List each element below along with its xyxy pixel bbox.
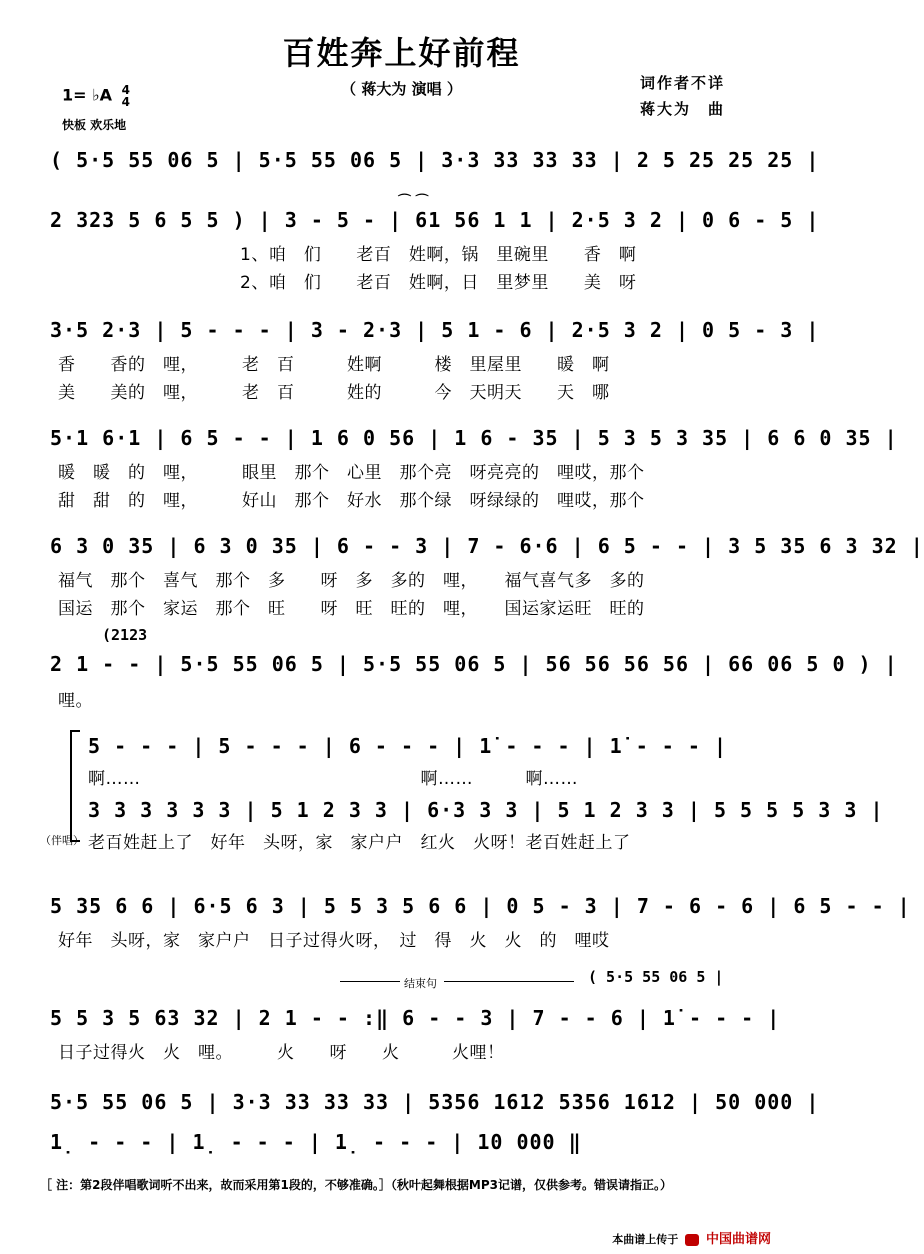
lyric-verse-1: 福气 那个 喜气 那个 多 呀 多 多的 哩， 福气喜气多 多的: [58, 571, 645, 591]
system-bracket: [70, 730, 80, 842]
ending-label: 结束句: [404, 977, 437, 990]
footnote: ［ 注：第2段伴唱歌词听不出来，故而采用第1段的，不够准确。］（秋叶起舞根据MP3记谱，仅供参考。错误请指正。）: [40, 1178, 672, 1192]
lyric-verse-2: 2、咱 们 老百 姓啊，日 里梦里 美 呀: [240, 273, 637, 293]
lyric-verse-1: 日子过得火 火 哩。 火 呀 火 火哩！: [58, 1043, 505, 1063]
notation-row: 2 1 - - | 5·5 55 06 5 | 5·5 55 06 5 | 56 56 56 56 | 66 06 5 0 ) |: [50, 652, 898, 676]
notation-row-low: 1̣ - - - | 1̣ - - - | 1̣ - - - | 10 000 ‖: [50, 1130, 582, 1154]
part-label: （伴唱）: [40, 834, 84, 847]
lyric-verse-1: 好年 头呀，家 家户户 日子过得火呀， 过 得 火 火 的 哩哎: [58, 931, 610, 951]
lyric-upper: 啊…… 啊…… 啊……: [88, 769, 578, 789]
site-logo-icon: [685, 1234, 699, 1246]
lyric-verse-1: 哩。: [58, 691, 93, 711]
notation-row-top: ( 5·5 55 06 5 |: [588, 968, 724, 986]
lyric-verse-1: 1、咱 们 老百 姓啊，锅 里碗里 香 啊: [240, 245, 637, 265]
upload-text: 本曲谱上传于: [612, 1233, 679, 1246]
composer-credit: 蒋大为 曲: [640, 100, 726, 118]
lyricist-credit: 词作者不详: [640, 74, 726, 92]
notation-row: 5 35 6 6 | 6·5 6 3 | 5 5 3 5 6 6 | 0 5 - 3 | 7 - 6 - 6 | 6 5 - - |: [50, 894, 911, 918]
lyric-verse-2: 甜 甜 的 哩， 好山 那个 好水 那个绿 呀绿绿的 哩哎，那个: [58, 491, 645, 511]
notation-row: 5·1 6·1 | 6 5 - - | 1 6 0 56 | 1 6 - 35 | 5 3 5 3 35 | 6 6 0 35 |: [50, 426, 898, 450]
upload-credit: [612, 1228, 771, 1247]
lyric-verse-2: 美 美的 哩， 老 百 姓的 今 天明天 天 哪: [58, 383, 610, 403]
notation-row: ( 5·5 55 06 5 | 5·5 55 06 5 | 3·3 33 33 33 | 2 5 25 25 25 |: [50, 148, 820, 172]
lyric-verse-2: 国运 那个 家运 那个 旺 呀 旺 旺的 哩， 国运家运旺 旺的: [58, 599, 645, 619]
pickup-notes: (2123: [102, 626, 148, 644]
notation-row-lower: 3 3 3 3 3 3 | 5 1 2 3 3 | 6·3 3 3 | 5 1 2 3 3 | 5 5 5 5 3 3 |: [88, 798, 884, 822]
time-signature: [122, 84, 130, 108]
notation-row: 3·5 2·3 | 5 - - - | 3 - 2·3 | 5 1 - 6 | 2·5 3 2 | 0 5 - 3 |: [50, 318, 820, 342]
notation-row: 6 3 0 35 | 6 3 0 35 | 6 - - 3 | 7 - 6·6 | 6 5 - - | 3 5 35 6 3 32 |: [50, 534, 924, 558]
tempo-marking: 快板 欢乐地: [62, 118, 127, 132]
time-top: 4: [121, 83, 130, 97]
lyric-lower: 老百姓赶上了 好年 头呀，家 家户户 红火 火呀！老百姓赶上了: [88, 833, 631, 853]
key-text: 1= ♭A: [62, 85, 113, 105]
site-name[interactable]: 中国曲谱网: [705, 1232, 771, 1247]
lyric-verse-1: 暖 暖 的 哩， 眼里 那个 心里 那个亮 呀亮亮的 哩哎，那个: [58, 463, 645, 483]
time-bottom: 4: [121, 95, 130, 109]
key-signature: [62, 84, 130, 108]
notation-row: 5 5 3 5 63 32 | 2 1 - - :‖ 6 - - 3 | 7 - - 6 | 1̇ - - - |: [50, 1006, 781, 1030]
fermata-marks: ⌒ ⌒: [398, 194, 429, 209]
notation-row-upper: 5 - - - | 5 - - - | 6 - - - | 1̇ - - - | 1̇ - - - |: [88, 734, 728, 758]
notation-row: 5·5 55 06 5 | 3·3 33 33 33 | 5356 1612 5356 1612 | 50 000 |: [50, 1090, 820, 1114]
ending-line-right: [444, 981, 574, 982]
performer-credit: （ 蒋大为 演唱 ）: [341, 80, 462, 98]
lyric-verse-1: 香 香的 哩， 老 百 姓啊 楼 里屋里 暖 啊: [58, 355, 610, 375]
song-title: 百姓奔上好前程: [282, 34, 521, 72]
notation-row: 2 323 5 6 5 5 ) | 3 - 5 - | 61 56 1 1 | 2·5 3 2 | 0 6 - 5 |: [50, 208, 820, 232]
ending-line-left: [340, 981, 400, 982]
